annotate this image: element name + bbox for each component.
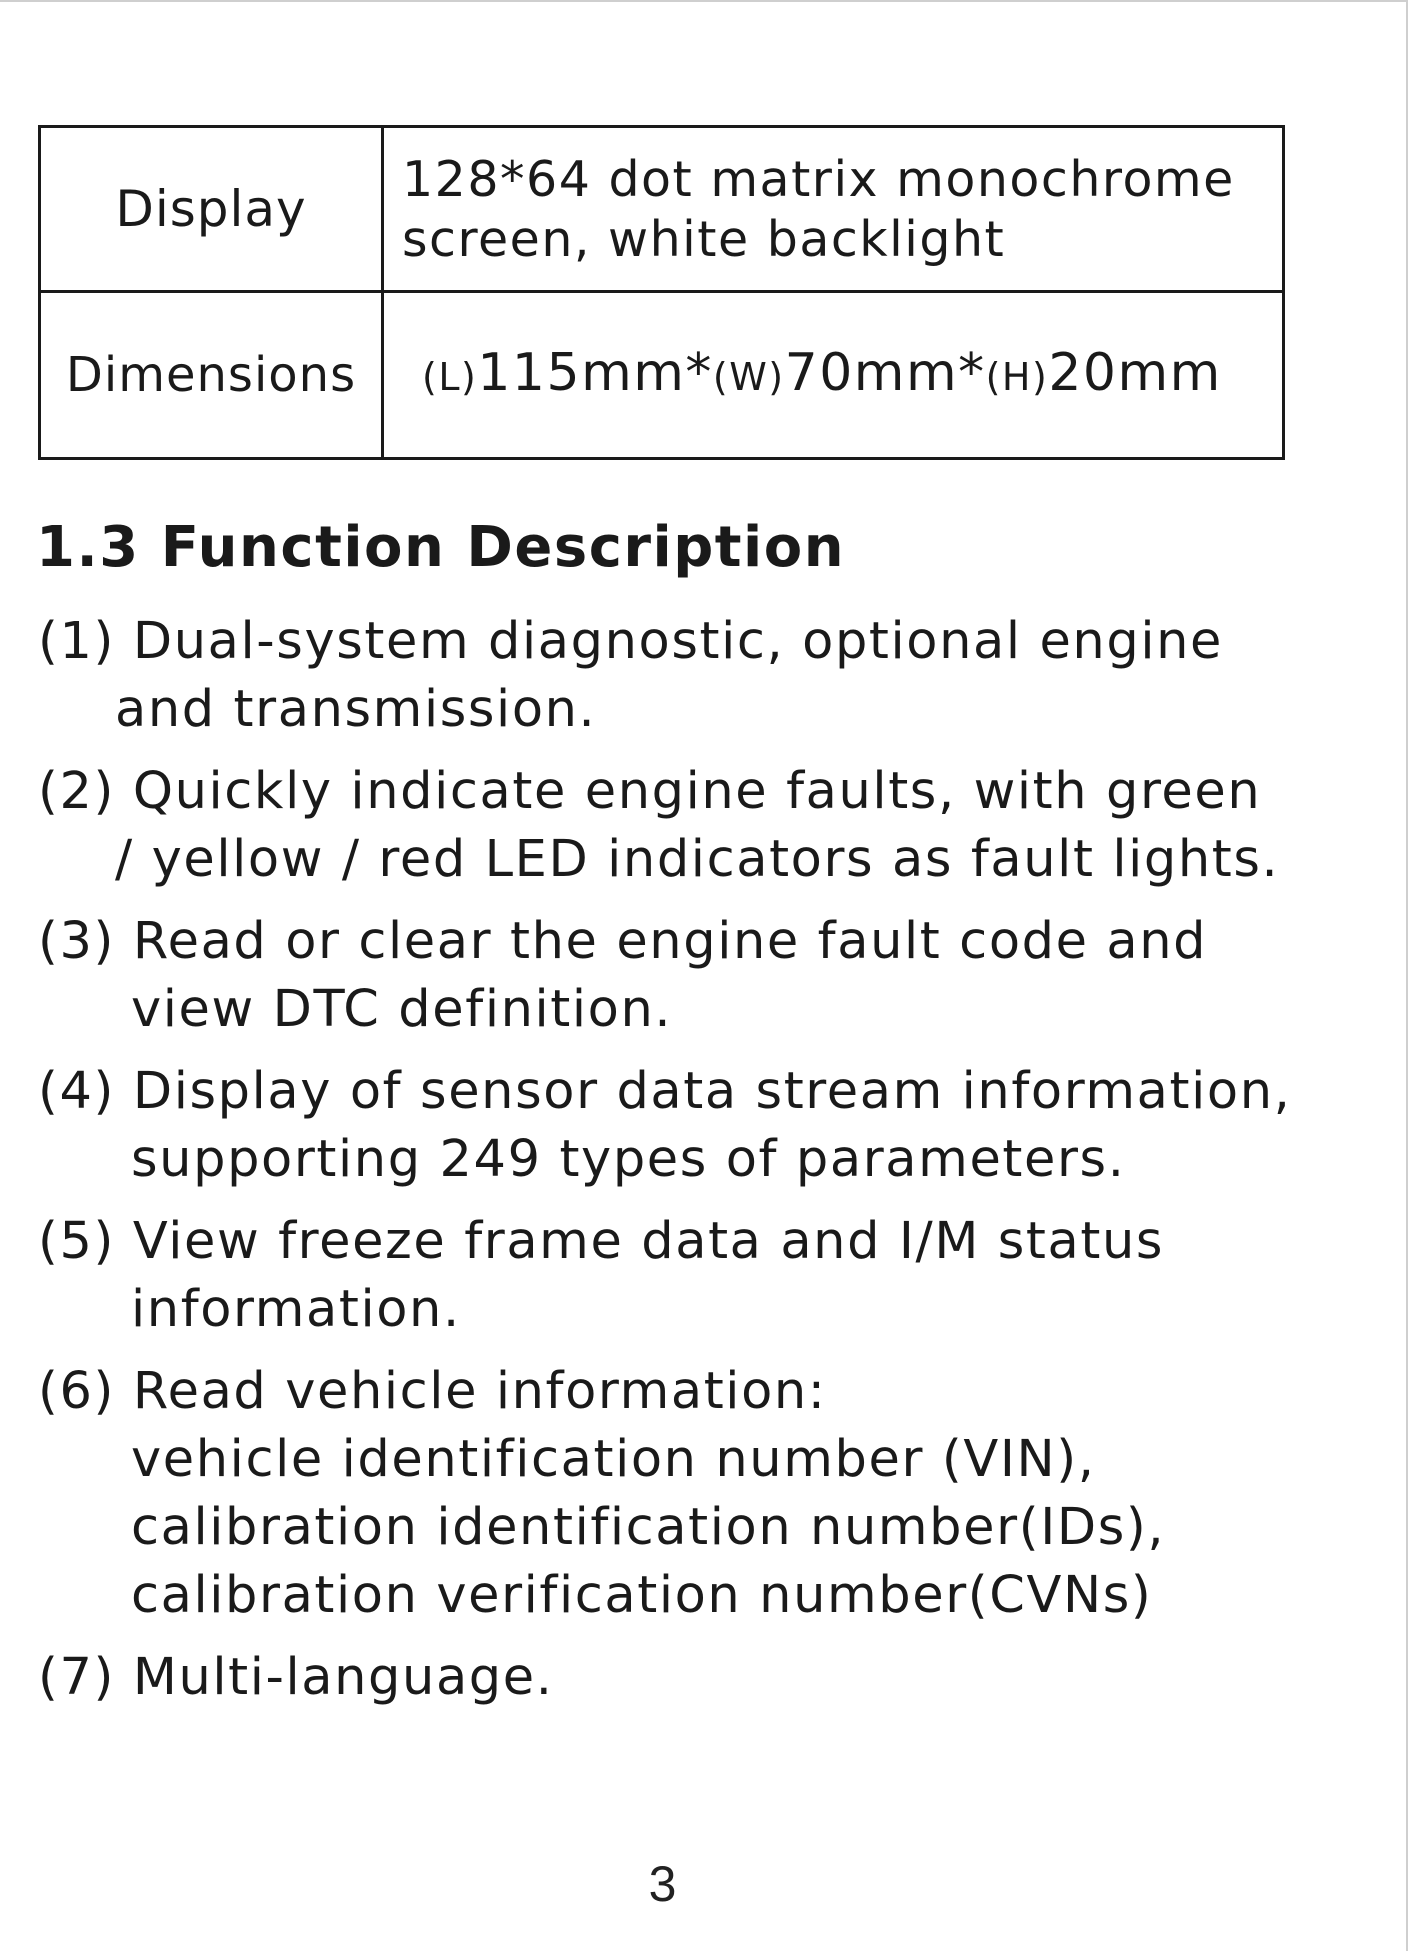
list-item xyxy=(38,908,1338,1044)
spec-value-display xyxy=(384,128,1282,290)
spec-value-line: 128*64 dot matrix monochrome xyxy=(402,151,1235,208)
width-value: 70mm* xyxy=(784,343,986,403)
list-item-line: vehicle identification number (VIN), xyxy=(131,1430,1096,1489)
list-item-line: (2) Quickly indicate engine faults, with green xyxy=(38,762,1262,821)
length-tag: (L) xyxy=(422,355,478,399)
list-item-line: view DTC definition. xyxy=(131,980,673,1039)
list-item-line: (4) Display of sensor data stream information, xyxy=(38,1062,1292,1121)
section-title: 1.3 Function Description xyxy=(36,515,846,580)
list-item-line: information. xyxy=(131,1280,461,1339)
list-item xyxy=(38,1644,1338,1712)
list-item-line: (7) Multi-language. xyxy=(38,1648,554,1707)
height-tag: (H) xyxy=(985,355,1049,399)
length-value: 115mm* xyxy=(477,343,713,403)
spec-table xyxy=(38,125,1285,460)
spec-value-line: screen, white backlight xyxy=(402,211,1006,268)
list-item xyxy=(38,608,1338,744)
page-number: 3 xyxy=(648,1856,677,1912)
list-item-line: calibration identification number(IDs), xyxy=(131,1498,1166,1557)
list-item xyxy=(38,1208,1338,1344)
list-item-line: (6) Read vehicle information: xyxy=(38,1362,827,1421)
spec-label-dimensions: Dimensions xyxy=(41,293,384,457)
function-list xyxy=(38,608,1338,1726)
width-tag: (W) xyxy=(712,355,785,399)
dimensions-value xyxy=(422,343,1282,407)
spec-row-display xyxy=(41,128,1282,293)
list-item-line: supporting 249 types of parameters. xyxy=(131,1130,1126,1189)
list-item-line: and transmission. xyxy=(115,680,597,739)
spec-label-display: Display xyxy=(41,128,384,290)
spec-value-dimensions xyxy=(384,293,1282,457)
list-item xyxy=(38,1358,1338,1630)
list-item-line: calibration verification number(CVNs) xyxy=(131,1566,1153,1625)
list-item-line: (5) View freeze frame data and I/M status xyxy=(38,1212,1165,1271)
list-item xyxy=(38,758,1338,894)
spec-row-dimensions xyxy=(41,293,1282,457)
list-item-line: (3) Read or clear the engine fault code and xyxy=(38,912,1208,971)
list-item xyxy=(38,1058,1338,1194)
list-item-line: (1) Dual-system diagnostic, optional engine xyxy=(38,612,1223,671)
height-value: 20mm xyxy=(1048,343,1222,403)
list-item-line: / yellow / red LED indicators as fault lights. xyxy=(115,830,1280,889)
